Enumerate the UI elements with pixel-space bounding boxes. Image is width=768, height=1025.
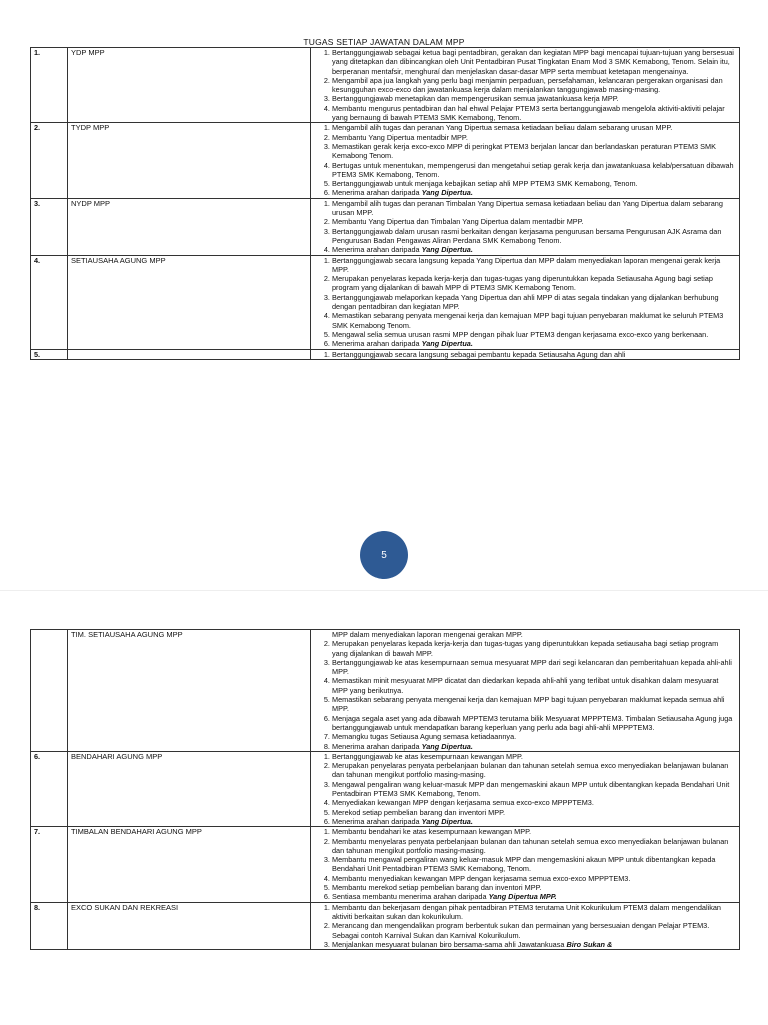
row-number: 5.: [31, 349, 68, 359]
task-emphasis: Biro Sukan &: [566, 939, 613, 949]
role-name: SETIAUSAHA AGUNG MPP: [68, 255, 311, 349]
task-item: 1. Bertanggungjawab secara langsung sebagai pembantu kepada Setiausaha Agung dan ahli: [332, 350, 736, 359]
task-item: 2. Merupakan penyelaras kepada kerja-kerja dan tugas-tugas yang diperuntukkan kepada Setiausaha Agung bagi setiap program yang dijalankan di bawah MPP di PTEM3 SMK Kemabong Tenom.: [332, 274, 736, 293]
row-number: 3.: [31, 198, 68, 255]
table-row: [31, 827, 740, 902]
task-item: 5. Memastikan sebarang penyata mengenai kerja dan kemajuan MPP bagi tujuan penyebaran maklumat kepada semua ahli MPP.: [332, 695, 736, 714]
role-name: [68, 349, 311, 359]
row-number: 4.: [31, 255, 68, 349]
task-item: 3. Bertanggungjawab ke atas kesempurnaan semua mesyuarat MPP dari segi kelancaran dan pemberitahuan kepada ahli-ahli MPP.: [332, 658, 736, 677]
task-item: 2. Merupakan penyelaras penyata perbelanjaan bulanan dan tahunan setelah semua exco menyediakan belanjawan bulanan dan tahunan mengikut portfolio masing-masing.: [332, 761, 736, 780]
task-text: Menerima arahan daripada: [332, 188, 422, 198]
task-list-cell: [311, 630, 740, 752]
task-list-cell: [311, 123, 740, 198]
task-item: 4. Membantu mengurus pentadbiran dan hal ehwal Pelajar PTEM3 serta bertanggungjawab mengelola aktiviti-aktiviti pelajar yang bernaung di bawah PTEM3 SMK Kemabong, Tenom.: [332, 104, 736, 123]
role-name: TYDP MPP: [68, 123, 311, 198]
task-list: [314, 903, 736, 949]
task-list: [314, 350, 736, 359]
task-item: 1. Membantu bendahari ke atas kesempurnaan kewangan MPP.: [332, 827, 736, 836]
task-list: [314, 199, 736, 255]
row-number: 1.: [31, 48, 68, 123]
role-name: YDP MPP: [68, 48, 311, 123]
task-list: [314, 827, 736, 901]
task-text: Menerima arahan daripada: [332, 816, 422, 826]
task-list-cell: [311, 255, 740, 349]
task-text: Menerima arahan daripada: [332, 339, 422, 349]
task-emphasis: Yang Dipertua.: [421, 816, 473, 826]
task-item: 4. Memastikan minit mesyuarat MPP dicatat dan diedarkan kepada ahli-ahli yang terlibat untuk disahkan dalam mesyuarat MPP yang berikutnya.: [332, 676, 736, 695]
role-name: TIM. SETIAUSAHA AGUNG MPP: [68, 630, 311, 752]
page-number-badge: [360, 531, 408, 579]
task-item: 3. Bertanggungjawab dalam urusan rasmi berkaitan dengan kerjasama pengurusan bersama Pengurusan AJK Asrama dan Pengurusan Badan Pengawas Aliran Perdana SMK Kemabong Tenom.: [332, 227, 736, 246]
task-item: 4. Bertugas untuk menentukan, mempengerusi dan mengetahui setiap gerak kerja dan jawatankuasa kelab/persatuan dibawah PTEM3 SMK Kemabong, Tenom.: [332, 161, 736, 180]
task-list: [314, 639, 736, 751]
task-item: 7. Memangku tugas Setiausa Agung semasa ketiadaannya.: [332, 732, 736, 741]
row-number: 6.: [31, 751, 68, 826]
task-item: 2. Merancang dan mengendalikan program berbentuk sukan dan permainan yang bersesuaian dengan Pelajar PTEM3. Sebagai contoh Karnival Sukan dan Karnival Kokurikulum.: [332, 921, 736, 940]
task-item: 5. Membantu merekod setiap pembelian barang dan inventori MPP.: [332, 883, 736, 892]
role-name: TIMBALAN BENDAHARI AGUNG MPP: [68, 827, 311, 902]
task-emphasis: Yang Dipertua MPP.: [488, 892, 557, 902]
task-item: 3. Membantu mengawal pengaliran wang keluar-masuk MPP dan mengemaskini akaun MPP untuk dibentangkan kepada Bendahari Unit Pentadbiran PTEM3 SMK Kemabong, Tenom.: [332, 855, 736, 874]
task-item: [332, 817, 736, 826]
task-item: [332, 940, 736, 949]
task-list-cell: [311, 827, 740, 902]
table-row: [31, 349, 740, 359]
table-row: [31, 751, 740, 826]
task-item: 1. Bertanggungjawab secara langsung kepada Yang Dipertua dan MPP dalam menyediakan laporan mengenai gerak kerja MPP.: [332, 256, 736, 275]
task-item: [332, 339, 736, 348]
task-item: 3. Bertanggungjawab melaporkan kepada Yang Dipertua dan ahli MPP di atas segala tindakan yang dijalankan berhubung dengan pentadbiran dan kegiatan MPP.: [332, 293, 736, 312]
task-emphasis: Yang Dipertua.: [421, 245, 473, 255]
task-item: 1. Mengambil alih tugas dan peranan Yang Dipertua semasa ketiadaan beliau dalam sebarang urusan MPP.: [332, 123, 736, 132]
row-number: 7.: [31, 827, 68, 902]
task-item: 6. Menjaga segala aset yang ada dibawah MPPTEM3 terutama bilik Mesyuarat MPPPTEM3. Timbalan Setiausaha Agung juga bertanggungjawab untuk mendapatkan barang keperluan yang perlu ada bagi ahli-ahli MPPPTEM3.: [332, 714, 736, 733]
task-text: Menjalankan mesyuarat bulanan biro bersama-sama ahli Jawatankuasa: [332, 939, 567, 949]
task-item: [332, 188, 736, 197]
page-number: 5: [381, 549, 387, 561]
task-item: 4. Membantu menyediakan kewangan MPP dengan kerjasama semua exco-exco MPPPTEM3.: [332, 874, 736, 883]
task-item: 2. Membantu Yang Dipertua mentadbir MPP.: [332, 133, 736, 142]
task-item: 3. Memastikan gerak kerja exco-exco MPP di peringkat PTEM3 berjalan lancar dan berlandaskan peraturan PTEM3 SMK Kemabong Tenom.: [332, 142, 736, 161]
task-item: 4. Memastikan sebarang penyata mengenai kerja dan kemajuan MPP bagi tujuan penyebaran maklumat ke seluruh PTEM3 SMK Kemabong Tenom.: [332, 311, 736, 330]
task-item: 2. Merupakan penyelaras kepada kerja-kerja dan tugas-tugas yang diperuntukkan kepada setiausaha bagi setiap program yang dijalankan di bawah MPP.: [332, 639, 736, 658]
task-list: [314, 256, 736, 349]
role-name: BENDAHARI AGUNG MPP: [68, 751, 311, 826]
table-row: [31, 48, 740, 123]
task-list: [314, 123, 736, 197]
table-row: [31, 630, 740, 752]
task-list: [314, 48, 736, 122]
duty-table-page-1: [30, 47, 740, 360]
task-item: 1. Mengambil alih tugas dan peranan Timbalan Yang Dipertua semasa ketiadaan beliau dan Yang Dipertua dalam sebarang urusan MPP.: [332, 199, 736, 218]
task-list-cell: [311, 349, 740, 359]
task-continuation: MPP dalam menyediakan laporan mengenai gerakan MPP.: [332, 630, 523, 639]
task-text: Sentiasa membantu menerima arahan daripada: [332, 892, 489, 902]
document-title: TUGAS SETIAP JAWATAN DALAM MPP: [303, 37, 465, 47]
role-name: EXCO SUKAN DAN REKREASI: [68, 902, 311, 949]
task-text: Menerima arahan daripada: [332, 741, 422, 751]
task-item: [332, 742, 736, 751]
task-item: 5. Merekod setiap pembelian barang dan inventori MPP.: [332, 808, 736, 817]
task-item: 1. Bertanggungjawab sebagai ketua bagi pentadbiran, gerakan dan kegiatan MPP bagi mencapai tujuan-tujuan yang bersesuai yang ditetapkan dan dibincangkan oleh Unit Pentadbiran Pusat Tingkatan Enam Mod 3 SMK Kemabong, Tenom. Selain itu, berperanan mentafsir, menghuraí dan menjelaskan dasar-dasar MPP serta membuat ketetapan mengenainya.: [332, 48, 736, 76]
task-emphasis: Yang Dipertua.: [421, 339, 473, 349]
role-name: NYDP MPP: [68, 198, 311, 255]
task-text: Menerima arahan daripada: [332, 245, 422, 255]
task-item: [332, 245, 736, 254]
table-row: [31, 198, 740, 255]
task-list: [314, 752, 736, 826]
task-item: 5. Mengawal selia semua urusan rasmi MPP dengan pihak luar PTEM3 dengan kerjasama exco-exco yang berkenaan.: [332, 330, 736, 339]
task-emphasis: Yang Dipertua.: [421, 188, 473, 198]
table-row: [31, 902, 740, 949]
row-number: [31, 630, 68, 752]
task-list-cell: [311, 48, 740, 123]
task-list-cell: [311, 198, 740, 255]
page-2: [0, 590, 768, 1025]
row-number: 2.: [31, 123, 68, 198]
table-row: [31, 123, 740, 198]
task-item: 1. Bertanggungjawab ke atas kesempurnaan kewangan MPP.: [332, 752, 736, 761]
task-list-cell: [311, 902, 740, 949]
task-item: 2. Membantu Yang Dipertua dan Timbalan Yang Dipertua dalam mentadbir MPP.: [332, 217, 736, 226]
duty-table-page-2: [30, 629, 740, 950]
task-emphasis: Yang Dipertua.: [421, 741, 473, 751]
task-item: 5. Bertanggungjawab untuk menjaga kebajikan setiap ahli MPP PTEM3 SMK Kemabong, Tenom.: [332, 179, 736, 188]
row-number: 8.: [31, 902, 68, 949]
task-item: 4. Menyediakan kewangan MPP dengan kerjasama semua exco-exco MPPPTEM3.: [332, 798, 736, 807]
table-row: [31, 255, 740, 349]
task-item: 1. Membantu dan bekerjasam dengan pihak pentadbiran PTEM3 terutama Unit Kokurikulum PTEM3 dalam mengendalikan aktiviti berkaitan sukan dan kokurikulum.: [332, 903, 736, 922]
task-item: 2. Mengambil apa jua langkah yang perlu bagi menjamin perpaduan, persefahaman, kelancaran pergerakan organisasi dan kesungguhan exco-exco dan jawatankuasa kerja dalam menjalankan tanggungjawab masing-masing.: [332, 76, 736, 95]
task-item: 2. Membantu menyelaras penyata perbelanjaan bulanan dan tahunan setelah semua exco menyediakan belanjawan bulanan dan tahunan mengikut portfolio masing-masing.: [332, 837, 736, 856]
task-item: [332, 892, 736, 901]
task-item: 3. Mengawal pengaliran wang keluar-masuk MPP dan mengemaskini akaun MPP untuk dibentangkan kepada Bendahari Unit Pentadbiran PTEM3 SMK Kemabong, Tenom.: [332, 780, 736, 799]
task-item: 3. Bertanggungjawab menetapkan dan mempengerusikan semua jawatankuasa kerja MPP.: [332, 94, 736, 103]
task-list-cell: [311, 751, 740, 826]
